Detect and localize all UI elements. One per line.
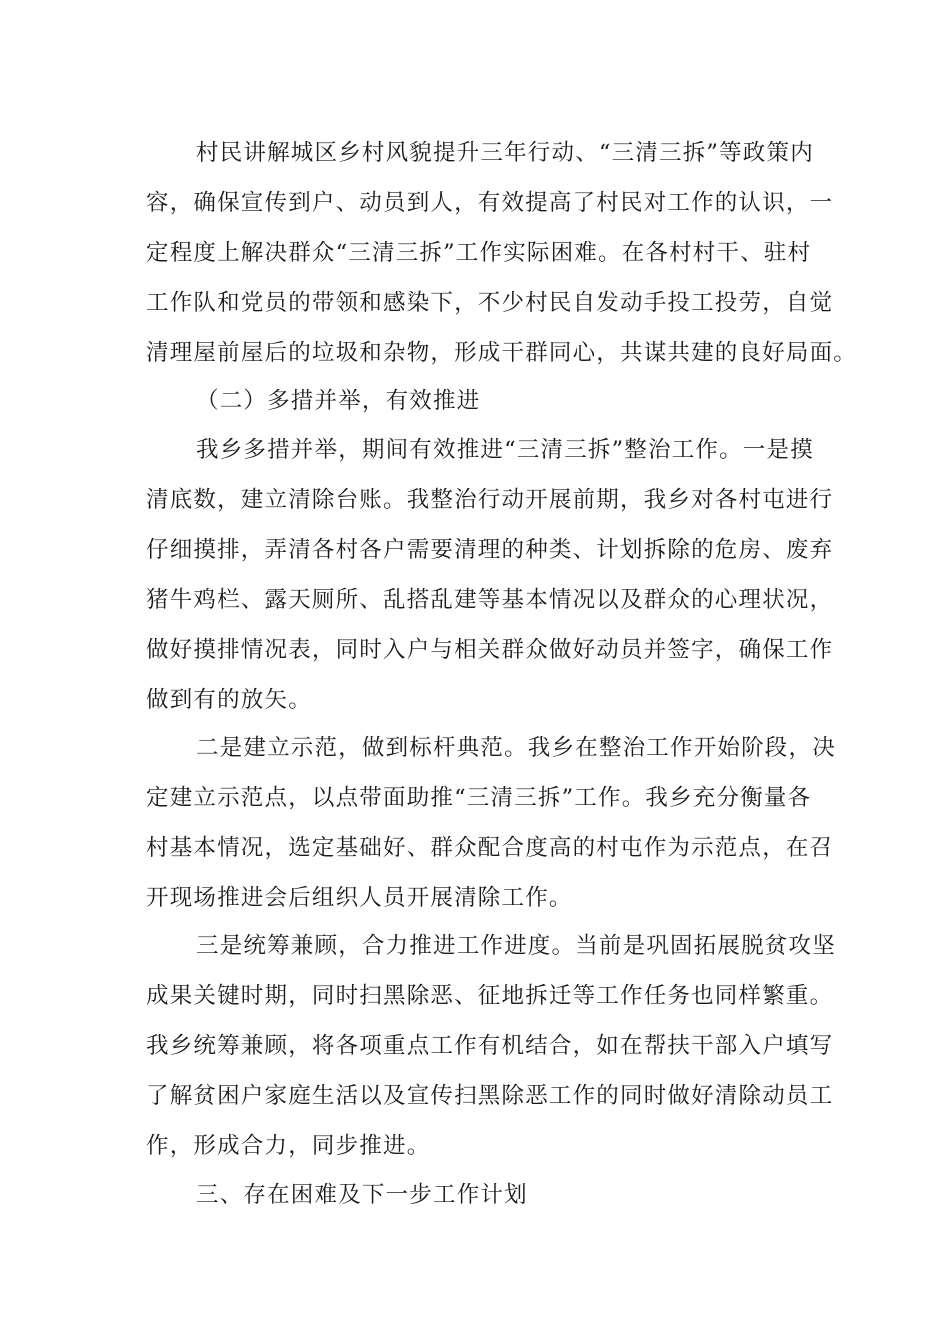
text-line: 定程度上解决群众“三清三拆”工作实际困难。在各村村干、驻村	[146, 240, 812, 266]
text-line: 容，确保宣传到户、动员到人，有效提高了村民对工作的认识，一	[146, 190, 834, 216]
paragraph-measures	[146, 425, 834, 725]
paragraph-village-publicity	[146, 128, 858, 378]
text-line: 清底数，建立清除台账。我整治行动开展前期，我乡对各村屯进行	[146, 487, 834, 513]
text-line: 做好摸排情况表，同时入户与相关群众做好动员并签字，确保工作	[146, 637, 834, 663]
heading-text: 三、存在困难及下一步工作计划	[196, 1182, 528, 1208]
text-line: 二是建立示范，做到标杆典范。我乡在整治工作开始阶段，决	[196, 735, 836, 761]
text-line: 成果关键时期，同时扫黑除恶、征地拆迁等工作任务也同样繁重。	[146, 983, 834, 1009]
paragraph-coordination	[146, 921, 836, 1171]
text-line: 我乡多措并举，期间有效推进“三清三拆”整治工作。一是摸	[196, 437, 814, 463]
text-line: 村基本情况，选定基础好、群众配合度高的村屯作为示范点，在召	[146, 835, 834, 861]
paragraph-demonstration	[146, 723, 836, 923]
text-line: 仔细摸排，弄清各村各户需要清理的种类、计划拆除的危房、废弃	[146, 537, 834, 563]
text-line: 作，形成合力，同步推进。	[146, 1133, 431, 1159]
text-line: 了解贫困户家庭生活以及宣传扫黑除恶工作的同时做好清除动员工	[146, 1083, 834, 1109]
text-line: 开现场推进会后组织人员开展清除工作。	[146, 885, 573, 911]
text-line: 定建立示范点，以点带面助推“三清三拆”工作。我乡充分衡量各	[146, 785, 812, 811]
heading-text: （二）多措并举，有效推进	[196, 388, 481, 414]
text-line: 清理屋前屋后的垃圾和杂物，形成干群同心，共谋共建的良好局面。	[146, 340, 858, 366]
text-line: 村民讲解城区乡村风貌提升三年行动、“三清三拆”等政策内	[196, 140, 814, 166]
text-line: 三是统筹兼顾，合力推进工作进度。当前是巩固拓展脱贫攻坚	[196, 933, 836, 959]
text-line: 工作队和党员的带领和感染下，不少村民自发动手投工投劳，自觉	[146, 290, 834, 316]
text-line: 做到有的放矢。	[146, 687, 312, 713]
section-heading-measures	[146, 376, 806, 426]
section-heading-difficulties	[146, 1170, 806, 1220]
text-line: 我乡统筹兼顾，将各项重点工作有机结合，如在帮扶干部入户填写	[146, 1033, 834, 1059]
text-line: 猪牛鸡栏、露天厕所、乱搭乱建等基本情况以及群众的心理状况，	[146, 587, 834, 613]
